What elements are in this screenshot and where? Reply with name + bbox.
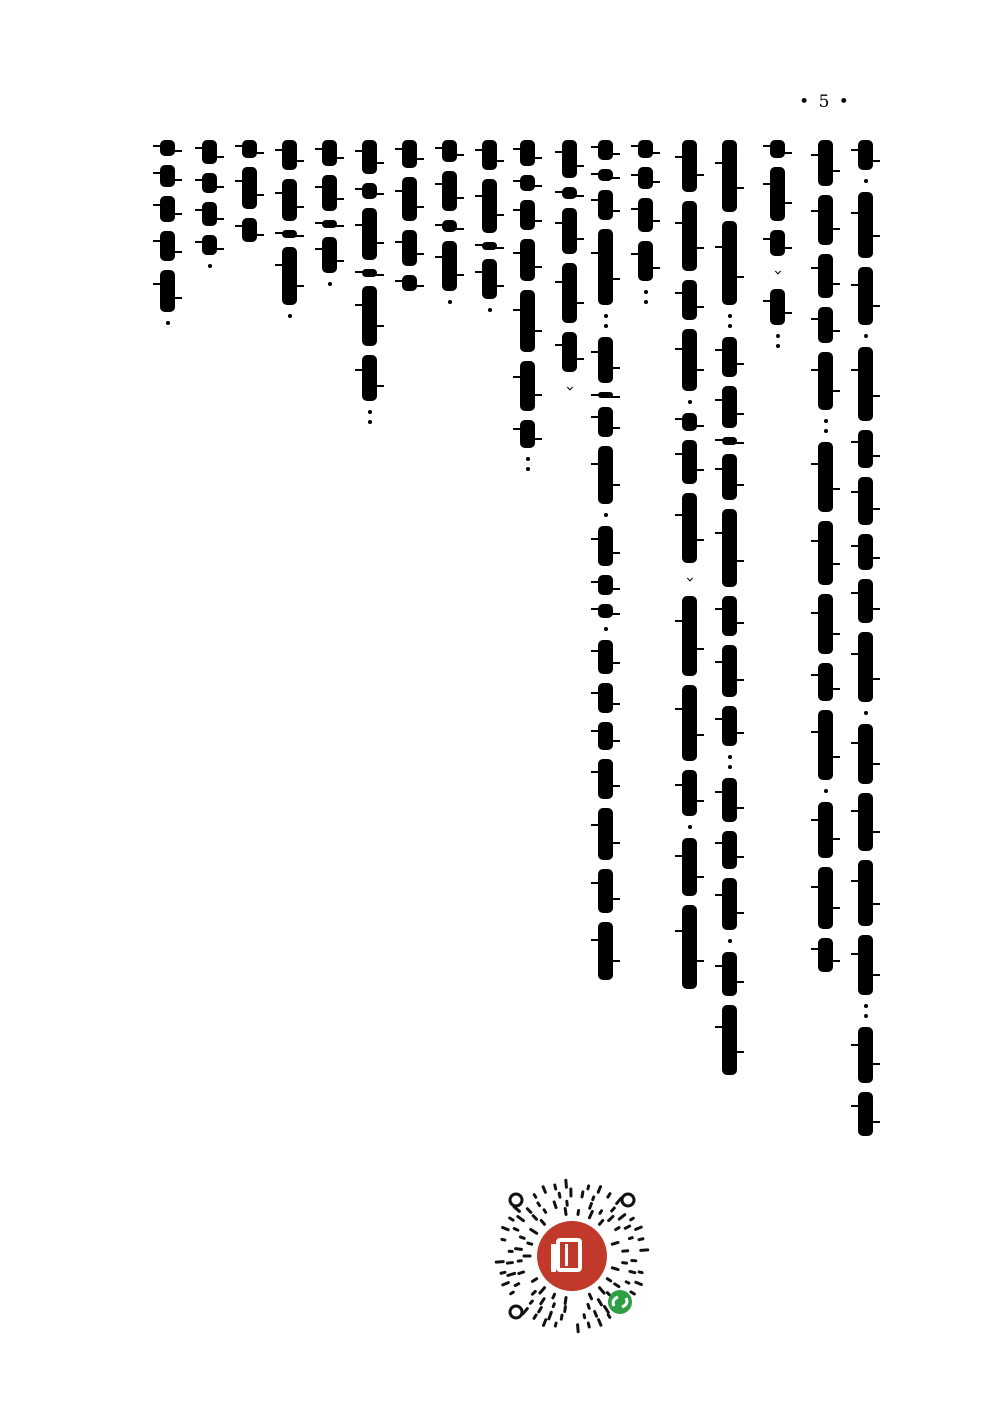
full-stop-mark: [603, 314, 609, 328]
mongolian-word: [598, 722, 613, 750]
mongolian-word: [722, 645, 737, 697]
comma-mark: [604, 513, 608, 517]
comma-mark: [728, 939, 732, 943]
text-column: [282, 140, 297, 318]
mongolian-word: [858, 534, 873, 570]
mongolian-word: [520, 140, 535, 166]
comma-mark: [488, 308, 492, 312]
page-number: • 5 •: [799, 92, 851, 112]
mongolian-word: [722, 1005, 737, 1075]
mongolian-word: [322, 220, 337, 228]
mongolian-word: [858, 267, 873, 325]
mongolian-word: [362, 355, 377, 401]
mongolian-word: [818, 867, 833, 929]
qr-code: [494, 1178, 650, 1334]
angle-quote-mark: ›: [561, 385, 579, 392]
mongolian-word: [202, 173, 217, 193]
mongolian-word: [858, 860, 873, 926]
comma-mark: [864, 711, 868, 715]
mongolian-word: [482, 242, 497, 250]
mongolian-word: [682, 685, 697, 761]
mongolian-word: [482, 179, 497, 233]
comma-mark: [864, 334, 868, 338]
mongolian-word: [562, 140, 577, 178]
full-stop-mark: [775, 334, 781, 348]
mongolian-word: [402, 177, 417, 221]
mongolian-word: [442, 241, 457, 291]
mongolian-word: [322, 140, 337, 166]
mongolian-word: [482, 140, 497, 170]
text-column: [520, 140, 535, 471]
mongolian-word: [818, 710, 833, 780]
text-column: [722, 140, 737, 1075]
mongolian-word: [818, 663, 833, 701]
mongolian-word: [362, 183, 377, 199]
mongolian-word: [770, 230, 785, 256]
mongolian-word: [362, 269, 377, 277]
mongolian-word: [362, 208, 377, 260]
mongolian-word: [858, 1092, 873, 1136]
mongolian-word: [722, 706, 737, 746]
full-stop-mark: [727, 314, 733, 328]
mongolian-word: [202, 140, 217, 164]
mongolian-word: [598, 575, 613, 595]
mongolian-word: [242, 140, 257, 158]
comma-mark: [166, 321, 170, 325]
mongolian-word: [598, 808, 613, 860]
mongolian-word: [598, 683, 613, 713]
mongolian-word: [858, 1027, 873, 1083]
comma-mark: [864, 179, 868, 183]
mongolian-word: [282, 230, 297, 238]
mongolian-word: [442, 171, 457, 211]
mongolian-word: [858, 793, 873, 851]
text-column: [242, 140, 257, 242]
angle-quote-mark: ›: [681, 576, 699, 583]
mongolian-word: [638, 167, 653, 189]
comma-mark: [288, 314, 292, 318]
mongolian-word: [598, 190, 613, 220]
mongolian-word: [598, 526, 613, 566]
mongolian-word: [682, 440, 697, 484]
mongolian-word: [520, 361, 535, 411]
text-column: [160, 140, 175, 325]
mongolian-word: [682, 140, 697, 192]
mongolian-word: [818, 352, 833, 410]
full-stop-mark: [863, 1004, 869, 1018]
mongolian-word: [598, 446, 613, 504]
mongolian-word: [638, 140, 653, 158]
mongolian-word: [722, 454, 737, 500]
full-stop-mark: [525, 457, 531, 471]
mongolian-word: [562, 263, 577, 323]
mongolian-word: [858, 935, 873, 995]
mini-program-icon: [608, 1290, 632, 1314]
mongolian-word: [722, 831, 737, 869]
mongolian-word: [722, 778, 737, 822]
mongolian-word: [562, 332, 577, 372]
mongolian-word: [722, 337, 737, 377]
mongolian-word: [682, 905, 697, 989]
mongolian-word: [818, 594, 833, 654]
full-stop-mark: [643, 290, 649, 304]
mongolian-word: [858, 192, 873, 258]
mongolian-word: [770, 289, 785, 325]
mongolian-text-body: [110, 140, 890, 1340]
text-column: [682, 140, 697, 989]
mongolian-word: [818, 195, 833, 245]
comma-mark: [688, 400, 692, 404]
mongolian-word: [770, 167, 785, 221]
mongolian-word: [858, 724, 873, 784]
mongolian-word: [242, 167, 257, 209]
mongolian-word: [818, 442, 833, 512]
comma-mark: [604, 627, 608, 631]
text-column: [562, 140, 577, 396]
mongolian-word: [442, 220, 457, 232]
mongolian-word: [682, 770, 697, 816]
text-column: [202, 140, 217, 268]
mongolian-word: [282, 140, 297, 170]
mongolian-word: [520, 200, 535, 230]
text-column: [482, 140, 497, 312]
mongolian-word: [160, 140, 175, 156]
text-column: [402, 140, 417, 291]
mongolian-word: [520, 239, 535, 281]
mongolian-word: [858, 347, 873, 421]
mongolian-word: [858, 140, 873, 170]
mongolian-word: [598, 869, 613, 913]
mongolian-word: [682, 201, 697, 271]
mongolian-word: [598, 392, 613, 398]
comma-mark: [328, 282, 332, 286]
qr-center-badge: [537, 1221, 607, 1291]
mongolian-word: [160, 196, 175, 222]
mongolian-word: [598, 407, 613, 437]
text-column: [818, 140, 833, 972]
mongolian-word: [160, 270, 175, 312]
mongolian-word: [858, 477, 873, 525]
full-stop-mark: [727, 755, 733, 769]
mongolian-word: [402, 140, 417, 168]
mongolian-word: [160, 231, 175, 261]
mongolian-word: [682, 493, 697, 563]
mongolian-word: [520, 290, 535, 352]
mongolian-word: [818, 254, 833, 298]
mongolian-word: [638, 241, 653, 281]
mongolian-word: [160, 165, 175, 187]
mongolian-word: [562, 187, 577, 199]
mongolian-word: [598, 169, 613, 181]
text-column: [858, 140, 873, 1136]
text-column: [322, 140, 337, 286]
text-column: [362, 140, 377, 424]
mongolian-word: [722, 596, 737, 636]
mongolian-word: [598, 640, 613, 674]
mongolian-word: [722, 952, 737, 996]
mongolian-word: [722, 509, 737, 587]
mongolian-word: [858, 579, 873, 623]
full-stop-mark: [823, 419, 829, 433]
comma-mark: [688, 825, 692, 829]
mongolian-word: [242, 218, 257, 242]
mongolian-word: [770, 140, 785, 158]
mongolian-word: [520, 175, 535, 191]
mongolian-word: [722, 221, 737, 305]
mongolian-word: [442, 140, 457, 162]
mongolian-word: [598, 337, 613, 383]
mongolian-word: [818, 802, 833, 858]
mongolian-word: [282, 247, 297, 305]
mongolian-word: [682, 329, 697, 391]
mongolian-word: [598, 229, 613, 305]
mongolian-word: [722, 386, 737, 428]
angle-quote-mark: ›: [769, 269, 787, 276]
mongolian-word: [598, 922, 613, 980]
mongolian-word: [362, 286, 377, 346]
mongolian-word: [598, 604, 613, 618]
mongolian-word: [362, 140, 377, 174]
mongolian-word: [682, 413, 697, 431]
comma-mark: [448, 300, 452, 304]
comma-mark: [824, 789, 828, 793]
text-column: [770, 140, 785, 348]
mongolian-word: [858, 632, 873, 702]
mongolian-word: [818, 938, 833, 972]
mongolian-word: [402, 230, 417, 266]
mongolian-word: [682, 596, 697, 676]
mongolian-word: [722, 140, 737, 212]
mongolian-word: [722, 437, 737, 445]
mongolian-word: [818, 140, 833, 186]
mongolian-word: [638, 198, 653, 232]
text-column: [442, 140, 457, 304]
mongolian-word: [818, 307, 833, 343]
mongolian-word: [562, 208, 577, 254]
mongolian-word: [322, 175, 337, 211]
comma-mark: [208, 264, 212, 268]
mongolian-word: [282, 179, 297, 221]
mongolian-word: [858, 430, 873, 468]
mongolian-word: [402, 275, 417, 291]
mongolian-word: [520, 420, 535, 448]
mongolian-word: [682, 838, 697, 896]
mongolian-word: [202, 202, 217, 226]
text-column: [638, 140, 653, 304]
mongolian-word: [818, 521, 833, 585]
mongolian-word: [682, 280, 697, 320]
mongolian-word: [722, 878, 737, 930]
mongolian-word: [598, 759, 613, 799]
mongolian-word: [482, 259, 497, 299]
mongolian-word: [598, 140, 613, 160]
mongolian-word: [322, 237, 337, 273]
full-stop-mark: [367, 410, 373, 424]
text-column: [598, 140, 613, 980]
mongolian-word: [202, 235, 217, 255]
